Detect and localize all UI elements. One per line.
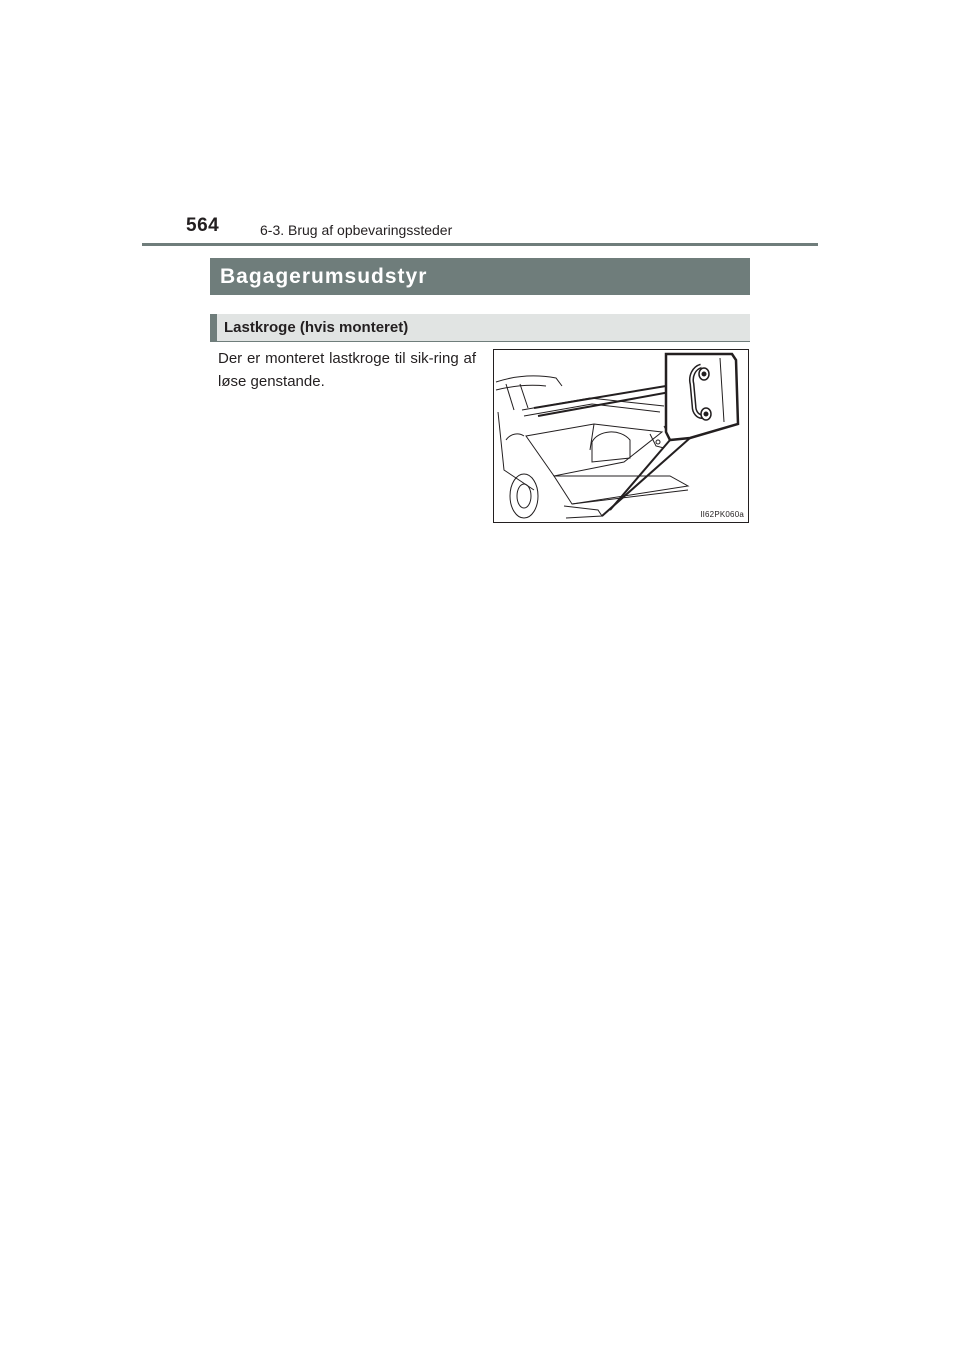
section-title: Bagagerumsudstyr (210, 258, 750, 295)
page-number: 564 (186, 215, 220, 236)
figure-cargo-hooks (493, 349, 749, 523)
header-rule (142, 243, 818, 246)
subsection-title: Lastkroge (hvis monteret) (210, 314, 750, 341)
pickup-truck-bed-illustration (494, 350, 748, 522)
body-text: Der er monteret lastkroge til sik-ring af løse genstande. (218, 350, 476, 390)
section-reference: 6-3. Brug af opbevaringssteder (260, 222, 453, 238)
subsection-rule (210, 341, 750, 342)
figure-code: II62PK060a (700, 510, 744, 519)
